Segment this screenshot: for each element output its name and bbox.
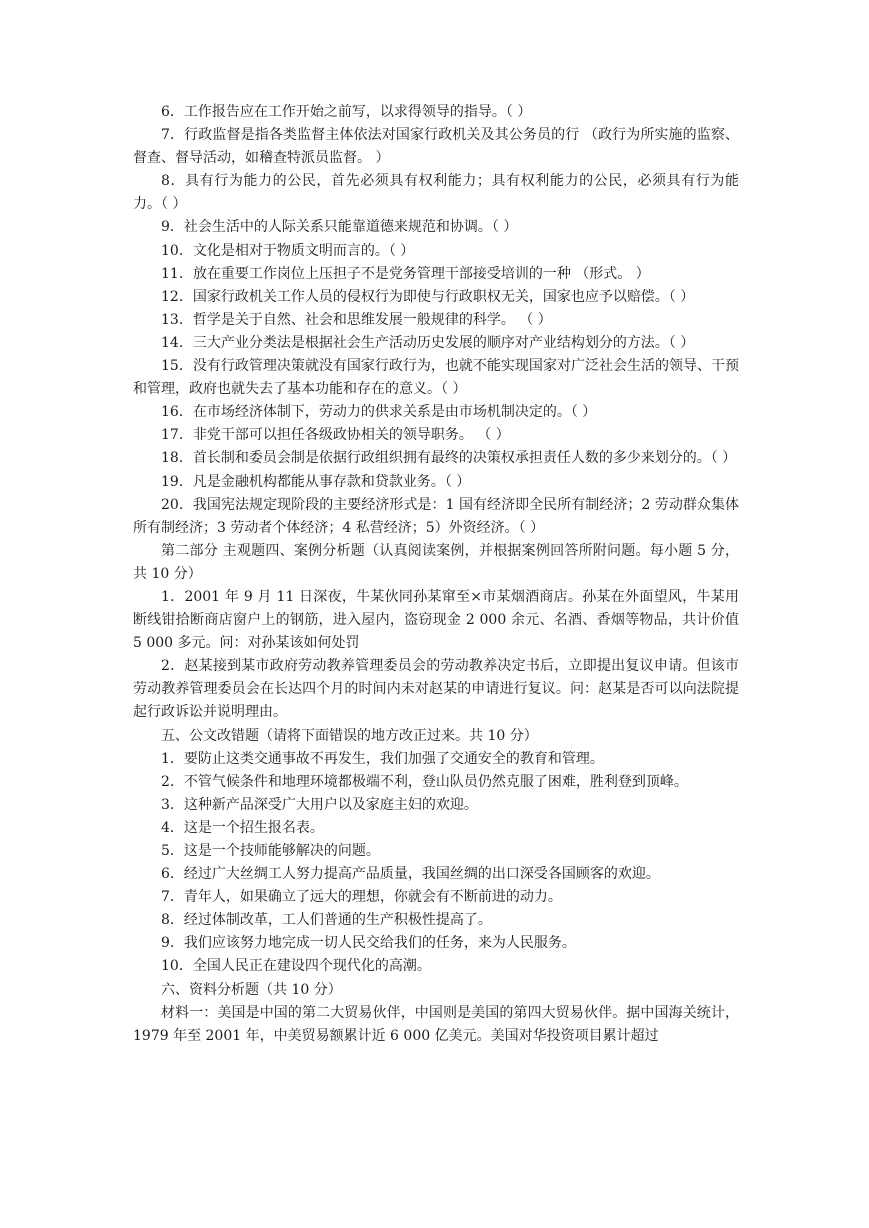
paragraph: 9．社会生活中的人际关系只能靠道德来规范和协调。（ ） <box>161 219 518 236</box>
paragraph: 15．没有行政管理决策就没有国家行政行为，也就不能实现国家对广泛社会生活的领导、干预和管理，政府也就失去了基本功能和存在的意义。（ ） <box>133 358 739 398</box>
paragraph: 1．2001 年 9 月 11 日深夜，牛某伙同孙某窜至×市某烟酒商店。孙某在外面望风，牛某用断线钳拾断商店窗户上的钢筋，进入屋内，盗窃现金 2 000 余元、名酒、香烟等物品，共计价值 5 000 多元。问：对孙某该如何处罚 <box>133 588 739 652</box>
paragraph: 20．我国宪法规定现阶段的主要经济形式是：1 国有经济即全民所有制经济；2 劳动群众集体所有制经济；3 劳动者个体经济；4 私营经济；5）外资经济。（ ） <box>133 496 739 536</box>
paragraph: 材料一：美国是中国的第二大贸易伙伴，中国则是美国的第四大贸易伙伴。据中国海关统计，1979 年至 2001 年，中美贸易额累计近 6 000 亿美元。美国对华投资项目累计超过 <box>133 1004 739 1044</box>
section-heading: 六、资料分析题（共 10 分） <box>161 981 342 998</box>
section-heading: 五、公文改错题（请将下面错误的地方改正过来。共 10 分） <box>161 727 538 744</box>
paragraph: 5．这是一个技师能够解决的问题。 <box>161 843 380 859</box>
paragraph: 14．三大产业分类法是根据社会生产活动历史发展的顺序对产业结构划分的方法。（ ） <box>161 334 695 351</box>
paragraph: 12．国家行政机关工作人员的侵权行为即使与行政职权无关，国家也应予以赔偿。（ ） <box>161 288 695 305</box>
paragraph: 7．行政监督是指各类监督主体依法对国家行政机关及其公务员的行 （政行为所实施的监察、督查、督导活动，如稽查特派员监督。 ） <box>133 127 739 167</box>
document-body <box>133 101 739 1048</box>
paragraph: 17．非党干部可以担任各级政协相关的领导职务。 （ ） <box>161 427 510 444</box>
paragraph: 10．全国人民正在建设四个现代化的高潮。 <box>161 958 431 975</box>
paragraph: 11．放在重要工作岗位上压担子不是党务管理干部接受培训的一种 （形式。 ） <box>161 265 650 282</box>
section-heading: 第二部分 主观题四、案例分析题（认真阅读案例，并根据案例回答所附问题。每小题 5 分，共 10 分） <box>133 542 739 582</box>
paragraph: 6．经过广大丝绸工人努力提高产品质量，我国丝绸的出口深受各国顾客的欢迎。 <box>161 866 660 883</box>
paragraph: 9．我们应该努力地完成一切人民交给我们的任务，来为人民服务。 <box>161 935 576 952</box>
paragraph: 19．凡是金融机构都能从事存款和贷款业务。（ ） <box>161 473 471 490</box>
paragraph: 2．赵某接到某市政府劳动教养管理委员会的劳动教养决定书后，立即提出复议申请。但该市劳动教养管理委员会在长达四个月的时间内未对赵某的申请进行复议。问：赵某是否可以向法院提起行政诉讼并说明理由。 <box>133 658 739 721</box>
paragraph: 3．这种新产品深受广大用户以及家庭主妇的欢迎。 <box>161 796 478 813</box>
paragraph: 8．具有行为能力的公民，首先必须具有权利能力；具有权利能力的公民，必须具有行为能力。（ ） <box>133 173 739 213</box>
paragraph: 16．在市场经济体制下，劳动力的供求关系是由市场机制决定的。（ ） <box>161 404 597 421</box>
paragraph: 18．首长制和委员会制是依据行政组织拥有最终的决策权承担责任人数的多少来划分的。（ ） <box>161 450 737 467</box>
paragraph: 6．工作报告应在工作开始之前写，以求得领导的指导。（ ） <box>161 104 532 120</box>
paragraph: 10．文化是相对于物质文明而言的。（ ） <box>161 242 415 259</box>
paragraph: 13．哲学是关于自然、社会和思维发展一般规律的科学。 （ ） <box>161 311 552 328</box>
paragraph: 2．不管气候条件和地理环境都极端不利，登山队员仍然克服了困难，胜利登到顶峰。 <box>161 773 688 790</box>
paragraph: 4．这是一个招生报名表。 <box>161 819 324 836</box>
paragraph: 1．要防止这类交通事故不再发生，我们加强了交通安全的教育和管理。 <box>161 750 604 767</box>
paragraph: 7．青年人，如果确立了远大的理想，你就会有不断前进的动力。 <box>161 889 562 906</box>
paragraph: 8．经过体制改革，工人们普通的生产积极性提高了。 <box>161 912 492 929</box>
